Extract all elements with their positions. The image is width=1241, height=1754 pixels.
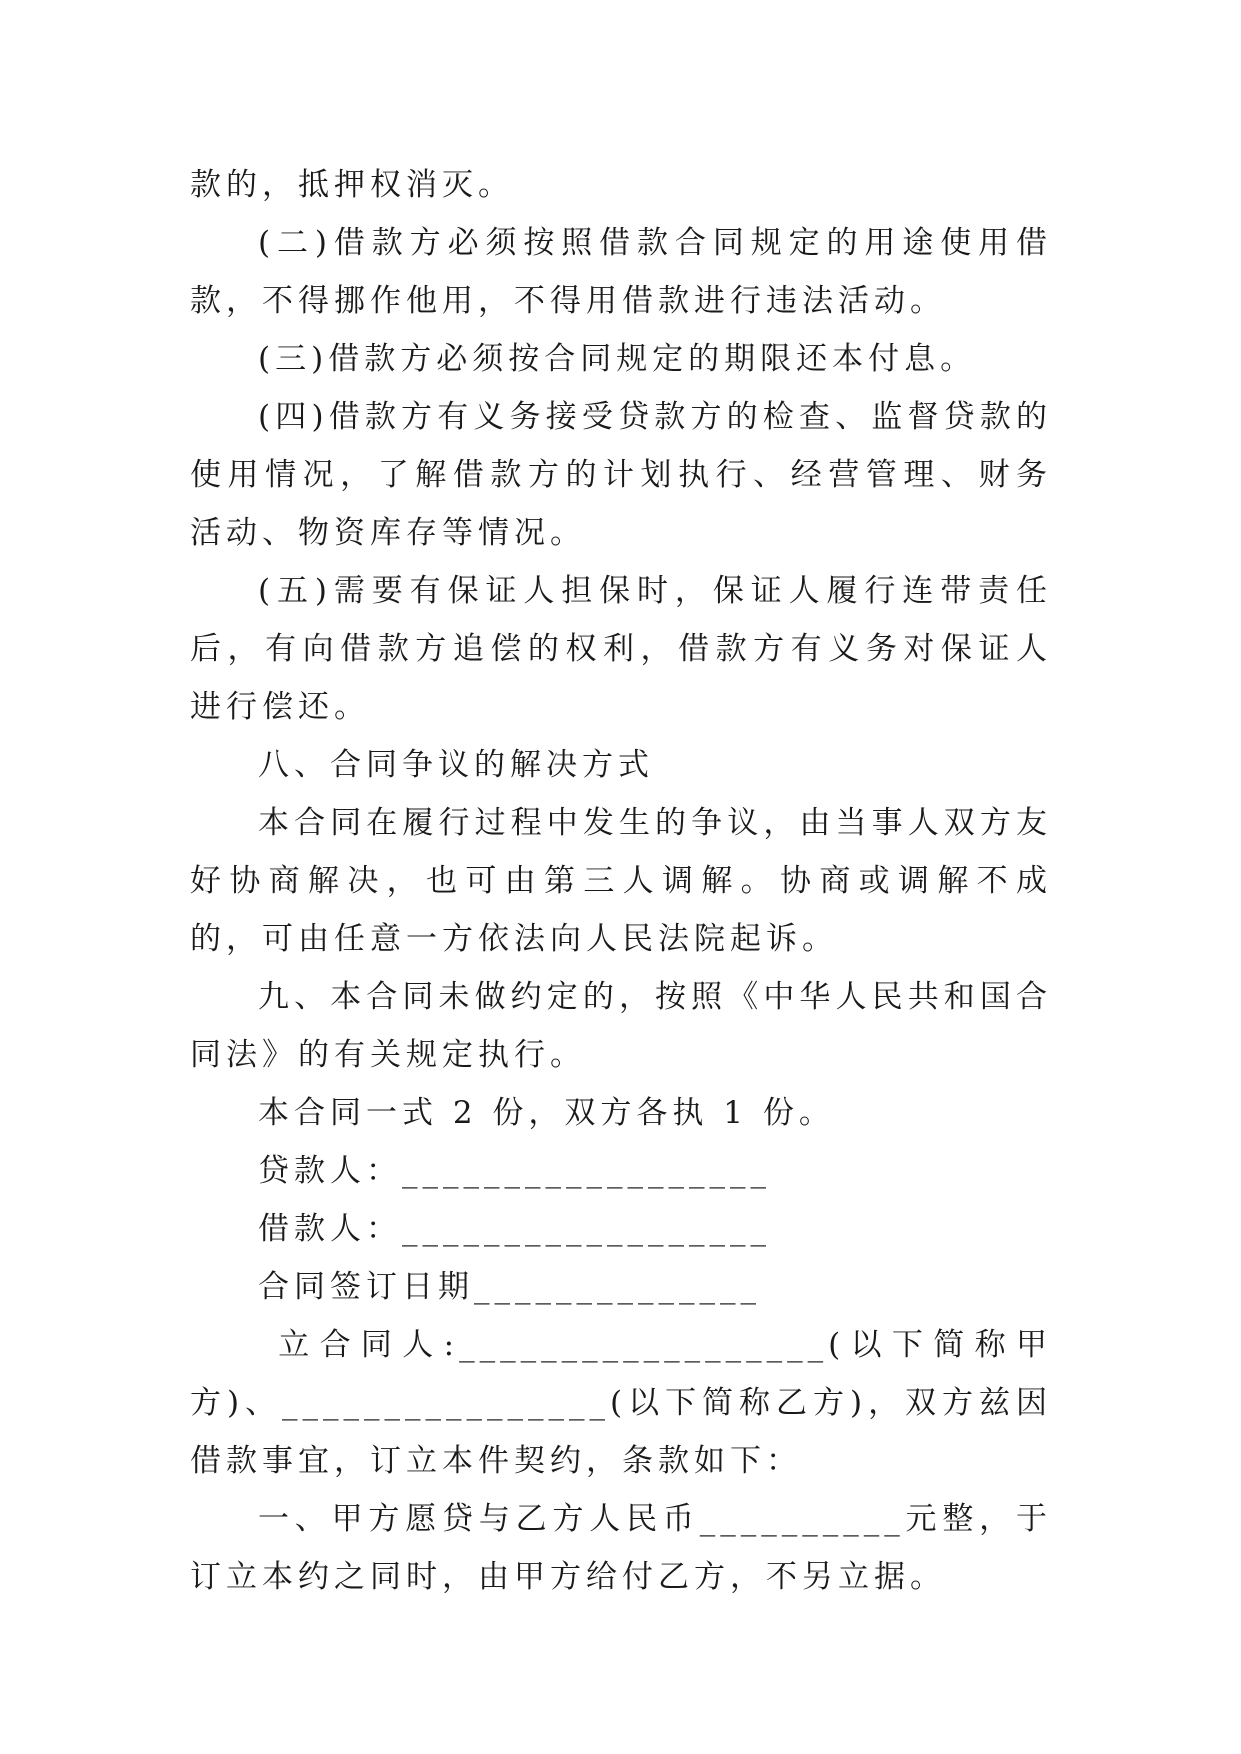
paragraph-section-9: 九、本合同未做约定的，按照《中华人民共和国合同法》的有关规定执行。 [190, 979, 1052, 1073]
section-heading-dispute: 八、合同争议的解决方式 [258, 747, 654, 783]
paragraph-continuation: 款的，抵押权消灭。 [190, 167, 514, 203]
document-body [190, 156, 1052, 1606]
paragraph-clause-5: (五)需要有保证人担保时，保证人履行连带责任后，有向借款方追偿的权利，借款方有义务对保证人进行偿还。 [190, 573, 1052, 725]
paragraph-loan-amount: 一、甲方愿贷与乙方人民币__________元整，于订立本约之同时，由甲方给付乙方，不另立据。 [190, 1501, 1052, 1595]
lender-signature-line: 贷款人：__________________ [258, 1153, 771, 1189]
paragraph-copies: 本合同一式 2 份，双方各执 1 份。 [258, 1095, 835, 1131]
paragraph-dispute-resolution: 本合同在履行过程中发生的争议，由当事人双方友好协商解决，也可由第三人调解。协商或调解不成的，可由任意一方依法向人民法院起诉。 [190, 805, 1052, 957]
paragraph-clause-4: (四)借款方有义务接受贷款方的检查、监督贷款的使用情况，了解借款方的计划执行、经营管理、财务活动、物资库存等情况。 [190, 399, 1052, 551]
paragraph-clause-3: (三)借款方必须按合同规定的期限还本付息。 [258, 341, 977, 377]
paragraph-clause-2: (二)借款方必须按照借款合同规定的用途使用借款，不得挪作他用，不得用借款进行违法活动。 [190, 225, 1052, 319]
borrower-signature-line: 借款人：__________________ [258, 1211, 771, 1247]
contract-date-line: 合同签订日期______________ [258, 1269, 761, 1305]
paragraph-contracting-parties: 立合同人:__________________(以下简称甲方)、________________(以下简称乙方)，双方兹因借款事宜，订立本件契约，条款如下： [190, 1327, 1052, 1479]
